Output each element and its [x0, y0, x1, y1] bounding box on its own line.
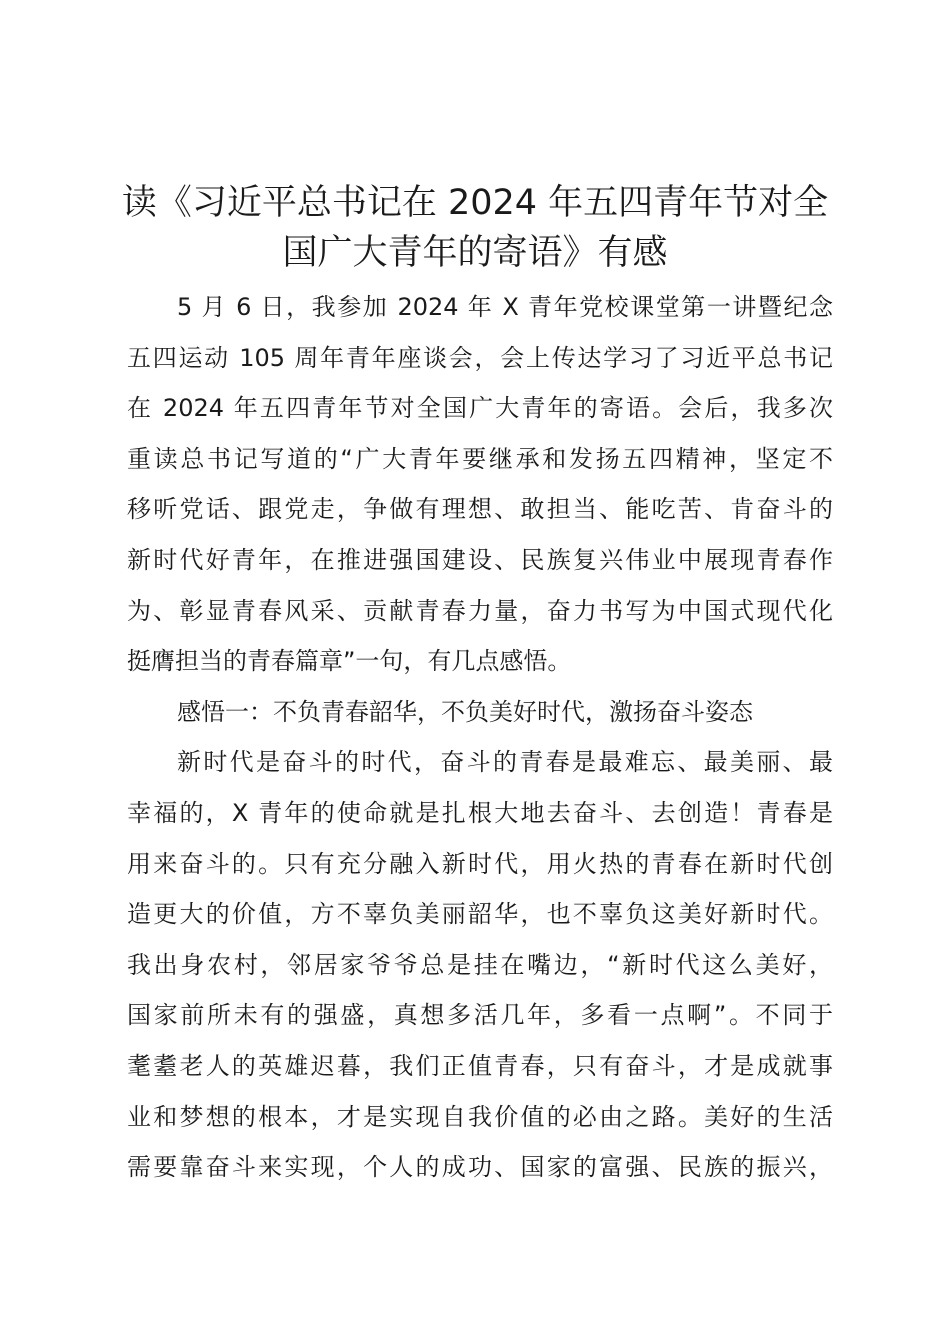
- body-line: 需要靠奋斗来实现，个人的成功、国家的富强、民族的振兴，: [127, 1153, 833, 1182]
- body-line: 在 2024 年五四青年节对全国广大青年的寄语。会后，我多次: [127, 394, 833, 423]
- title-line: 国广大青年的寄语》有感: [282, 233, 668, 273]
- body-line: 新时代是奋斗的时代，奋斗的青春是最难忘、最美丽、最: [177, 748, 833, 777]
- body-line: 移听党话、跟党走，争做有理想、敢担当、能吃苦、肯奋斗的: [127, 495, 833, 524]
- body-line: 幸福的，X 青年的使命就是扎根大地去奋斗、去创造！青春是: [127, 798, 833, 827]
- body-line: 我出身农村，邻居家爷爷总是挂在嘴边，“新时代这么美好，: [127, 950, 833, 979]
- document-title: [118, 178, 832, 278]
- body-line: 为、彰显青春风采、贡献青春力量，奋力书写为中国式现代化: [127, 596, 833, 625]
- section-heading: 感悟一：不负青春韶华，不负美好时代，激扬奋斗姿态: [177, 697, 753, 726]
- body-line: 新时代好青年，在推进强国建设、民族复兴伟业中展现青春作: [127, 545, 833, 574]
- body-line: 耄耋老人的英雄迟暮，我们正值青春，只有奋斗，才是成就事: [127, 1051, 833, 1080]
- body-line: 挺膺担当的青春篇章”一句，有几点感悟。: [127, 647, 572, 676]
- body-line: 业和梦想的根本，才是实现自我价值的必由之路。美好的生活: [127, 1102, 833, 1131]
- body-line: 用来奋斗的。只有充分融入新时代，用火热的青春在新时代创: [127, 849, 833, 878]
- body-line: 重读总书记写道的“广大青年要继承和发扬五四精神，坚定不: [127, 444, 833, 473]
- title-line: 读《习近平总书记在 2024 年五四青年节对全: [121, 183, 829, 223]
- document-body: [127, 282, 833, 1193]
- body-line: 5 月 6 日，我参加 2024 年 X 青年党校课堂第一讲暨纪念: [177, 293, 833, 321]
- body-line: 五四运动 105 周年青年座谈会，会上传达学习了习近平总书记: [127, 343, 833, 372]
- body-line: 国家前所未有的强盛，真想多活几年，多看一点啊”。不同于: [127, 1001, 833, 1030]
- body-line: 造更大的价值，方不辜负美丽韶华，也不辜负这美好新时代。: [127, 900, 833, 929]
